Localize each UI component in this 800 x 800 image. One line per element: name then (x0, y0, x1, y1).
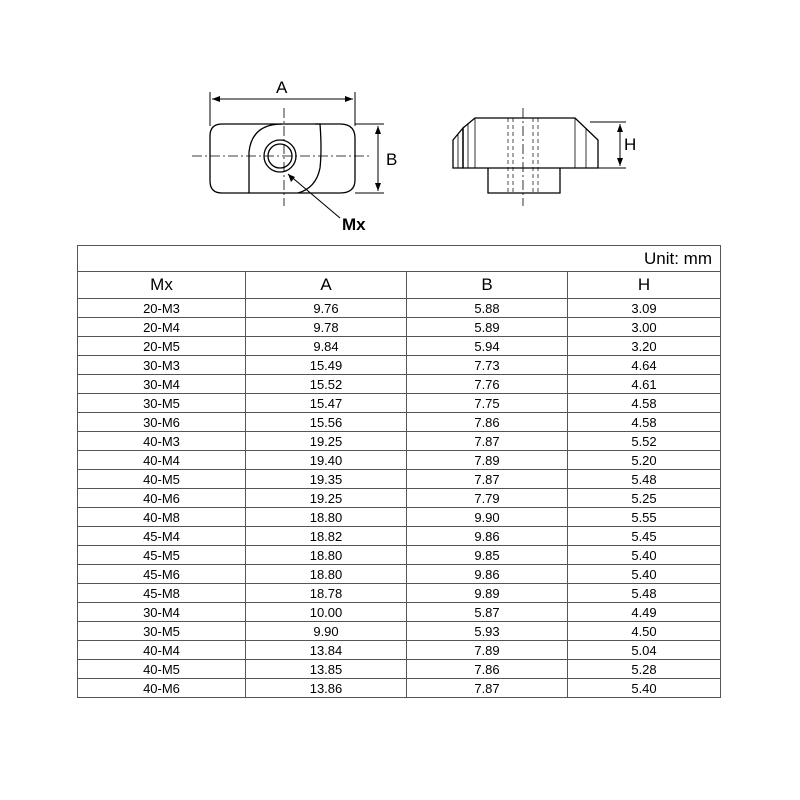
cell-a: 18.82 (246, 527, 407, 546)
cell-b: 7.86 (407, 413, 568, 432)
cell-a: 15.56 (246, 413, 407, 432)
cell-b: 9.86 (407, 527, 568, 546)
column-header-a: A (246, 272, 407, 299)
cell-h: 4.64 (568, 356, 721, 375)
cell-mx: 45-M8 (78, 584, 246, 603)
side-view (453, 108, 626, 206)
cell-mx: 30-M6 (78, 413, 246, 432)
table-row (78, 603, 721, 622)
cell-a: 9.76 (246, 299, 407, 318)
cell-a: 15.49 (246, 356, 407, 375)
cell-mx: 20-M5 (78, 337, 246, 356)
cell-mx: 30-M4 (78, 603, 246, 622)
cell-a: 15.47 (246, 394, 407, 413)
cell-h: 5.48 (568, 470, 721, 489)
cell-b: 7.73 (407, 356, 568, 375)
cell-a: 19.40 (246, 451, 407, 470)
cell-mx: 40-M4 (78, 641, 246, 660)
cell-mx: 20-M3 (78, 299, 246, 318)
cell-b: 5.89 (407, 318, 568, 337)
table-row (78, 546, 721, 565)
cell-mx: 40-M6 (78, 679, 246, 698)
cell-b: 7.75 (407, 394, 568, 413)
table-row (78, 489, 721, 508)
cell-h: 5.48 (568, 584, 721, 603)
table-row (78, 375, 721, 394)
cell-mx: 40-M4 (78, 451, 246, 470)
cell-b: 9.89 (407, 584, 568, 603)
table-body (78, 299, 721, 698)
table-row (78, 527, 721, 546)
top-view (192, 92, 384, 218)
cell-h: 5.20 (568, 451, 721, 470)
table-row (78, 394, 721, 413)
cell-a: 13.85 (246, 660, 407, 679)
cell-b: 5.88 (407, 299, 568, 318)
cell-mx: 30-M3 (78, 356, 246, 375)
tnut-technical-drawing (0, 0, 800, 245)
column-header-b: B (407, 272, 568, 299)
cell-h: 4.50 (568, 622, 721, 641)
cell-h: 5.55 (568, 508, 721, 527)
cell-mx: 45-M6 (78, 565, 246, 584)
cell-a: 13.84 (246, 641, 407, 660)
cell-mx: 40-M5 (78, 470, 246, 489)
table-row (78, 356, 721, 375)
cell-h: 5.45 (568, 527, 721, 546)
cell-a: 9.90 (246, 622, 407, 641)
dimension-b-label: B (386, 150, 398, 169)
cell-b: 9.86 (407, 565, 568, 584)
cell-b: 5.87 (407, 603, 568, 622)
table-row (78, 508, 721, 527)
cell-a: 19.35 (246, 470, 407, 489)
cell-a: 18.78 (246, 584, 407, 603)
column-header-h: H (568, 272, 721, 299)
cell-a: 18.80 (246, 508, 407, 527)
table-row (78, 622, 721, 641)
cell-mx: 20-M4 (78, 318, 246, 337)
cell-a: 19.25 (246, 432, 407, 451)
dimension-mx-label: Mx (342, 215, 366, 234)
cell-h: 4.61 (568, 375, 721, 394)
cell-h: 5.40 (568, 679, 721, 698)
cell-mx: 30-M5 (78, 622, 246, 641)
cell-h: 3.20 (568, 337, 721, 356)
table-row (78, 451, 721, 470)
cell-mx: 40-M8 (78, 508, 246, 527)
cell-mx: 30-M4 (78, 375, 246, 394)
table-row (78, 432, 721, 451)
cell-h: 4.58 (568, 413, 721, 432)
cell-mx: 40-M3 (78, 432, 246, 451)
cell-h: 5.25 (568, 489, 721, 508)
cell-a: 15.52 (246, 375, 407, 394)
cell-mx: 30-M5 (78, 394, 246, 413)
cell-h: 5.40 (568, 546, 721, 565)
table-row (78, 584, 721, 603)
cell-b: 7.86 (407, 660, 568, 679)
table-row (78, 641, 721, 660)
table-row (78, 565, 721, 584)
cell-b: 9.90 (407, 508, 568, 527)
cell-b: 5.94 (407, 337, 568, 356)
cell-h: 4.49 (568, 603, 721, 622)
dimension-h-label: H (624, 135, 637, 154)
cell-b: 9.85 (407, 546, 568, 565)
cell-h: 4.58 (568, 394, 721, 413)
table-row (78, 337, 721, 356)
cell-h: 5.28 (568, 660, 721, 679)
cell-b: 7.89 (407, 641, 568, 660)
column-header-mx: Mx (78, 272, 246, 299)
cell-a: 9.78 (246, 318, 407, 337)
table-row (78, 413, 721, 432)
cell-b: 7.87 (407, 432, 568, 451)
table-row (78, 299, 721, 318)
cell-b: 7.76 (407, 375, 568, 394)
cell-b: 7.87 (407, 470, 568, 489)
table-row (78, 318, 721, 337)
cell-a: 18.80 (246, 546, 407, 565)
cell-h: 3.09 (568, 299, 721, 318)
cell-b: 5.93 (407, 622, 568, 641)
cell-h: 3.00 (568, 318, 721, 337)
cell-b: 7.87 (407, 679, 568, 698)
cell-a: 13.86 (246, 679, 407, 698)
cell-a: 10.00 (246, 603, 407, 622)
cell-a: 18.80 (246, 565, 407, 584)
unit-label: Unit: mm (78, 246, 721, 272)
cell-b: 7.79 (407, 489, 568, 508)
cell-mx: 40-M6 (78, 489, 246, 508)
cell-h: 5.52 (568, 432, 721, 451)
dimension-a-label: A (276, 78, 288, 97)
cell-a: 9.84 (246, 337, 407, 356)
dimension-spec-table (77, 245, 721, 698)
table-row (78, 470, 721, 489)
table-row (78, 679, 721, 698)
cell-h: 5.40 (568, 565, 721, 584)
cell-mx: 45-M4 (78, 527, 246, 546)
table-row (78, 660, 721, 679)
cell-mx: 45-M5 (78, 546, 246, 565)
cell-b: 7.89 (407, 451, 568, 470)
cell-h: 5.04 (568, 641, 721, 660)
cell-mx: 40-M5 (78, 660, 246, 679)
cell-a: 19.25 (246, 489, 407, 508)
